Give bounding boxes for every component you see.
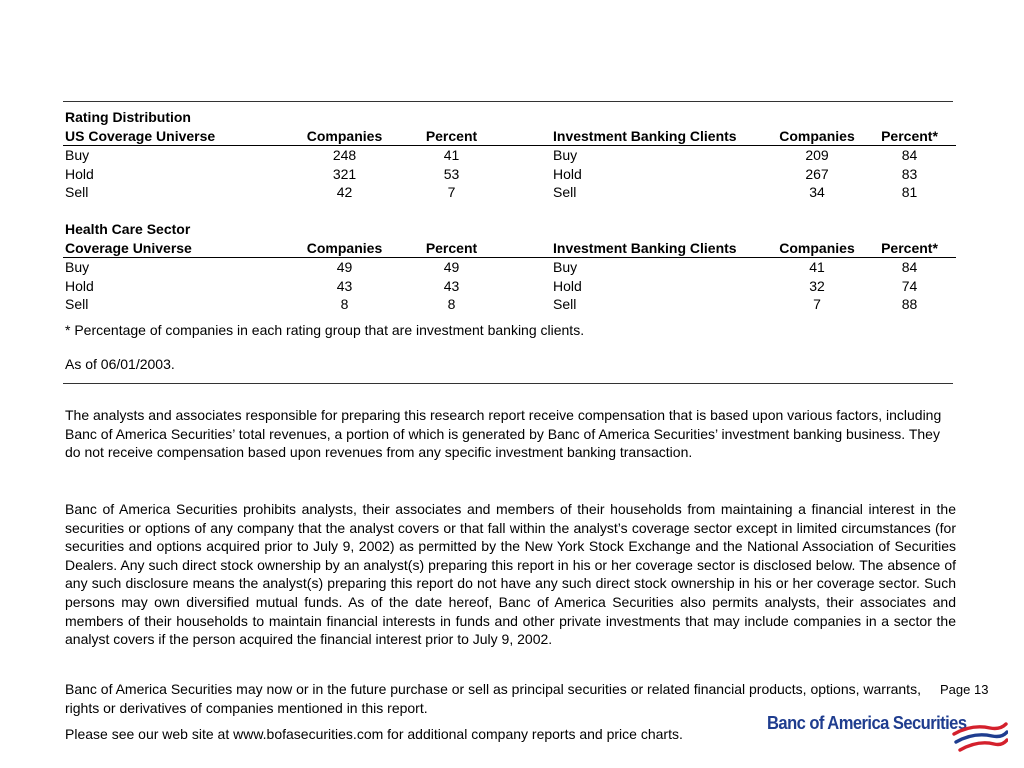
table-cell: Sell	[65, 296, 89, 313]
table-cell: Hold	[65, 277, 94, 294]
table-cell: Buy	[65, 147, 90, 164]
spacer-cell	[508, 127, 551, 146]
table-cell: 34	[809, 184, 825, 201]
table-header-row	[63, 239, 956, 258]
table-cell: Hold	[553, 277, 582, 294]
table-title: Health Care Sector	[65, 221, 191, 237]
table-cell: Hold	[65, 165, 94, 182]
table-row	[63, 258, 956, 277]
table-cell: 7	[813, 296, 821, 313]
table-cell: Sell	[553, 184, 577, 201]
table-cell: 41	[809, 259, 825, 276]
column-header: Companies	[294, 239, 393, 258]
flag-logo-icon	[952, 722, 1008, 752]
table-cell: 8	[340, 296, 349, 313]
table-title-row	[63, 108, 956, 127]
table-cell: 7	[447, 184, 456, 201]
table-cell: 49	[443, 259, 460, 276]
table-cell: 32	[809, 277, 825, 294]
spacer-cell	[508, 183, 551, 202]
column-header: Percent	[393, 127, 508, 146]
table-cell: 81	[901, 184, 918, 201]
table-cell: Sell	[65, 184, 89, 201]
table-cell: 74	[901, 277, 918, 294]
spacer-cell	[508, 165, 551, 184]
column-header: Companies	[771, 127, 861, 146]
ownership-paragraph: Banc of America Securities prohibits analysts, their associates and members of their households from maintaining a financial interest in the securities or options of any company that the analyst covers or that fall within the analyst’s coverage sector except in limited circumstances (for securities and options acquired prior to July 9, 2002) as permitted by the New York Stock Exchange and the National Association of Securities Dealers. Any such direct stock ownership by an analyst(s) preparing this report in his or her coverage sector is disclosed below. The absence of any such disclosure means the analyst(s) preparing this report do not have any such direct stock ownership in his or her coverage sector. Such persons may own diversified mutual funds. As of the date hereof, Banc of America Securities also permits analysts, their associates and members of their households to maintain financial interests in funds and other private investments that may include companies in a sector the analyst covers if the person acquired the financial interest prior to July 9, 2002.	[65, 501, 956, 648]
column-header: Companies	[294, 127, 393, 146]
table-cell: Buy	[553, 259, 578, 276]
spacer-cell	[508, 239, 551, 258]
spacer-cell	[508, 258, 551, 277]
health-care-rating-table	[63, 220, 956, 314]
table-cell: 43	[443, 277, 460, 294]
table-row	[63, 277, 956, 296]
table-cell: Hold	[553, 165, 582, 182]
footnote: * Percentage of companies in each rating group that are investment banking clients.	[65, 322, 585, 338]
section-divider	[63, 383, 953, 384]
website-paragraph: Please see our web site at www.bofasecurities.com for additional company reports and price charts.	[65, 726, 683, 742]
column-header: Coverage Universe	[63, 239, 294, 258]
table-row	[63, 165, 956, 184]
column-header: Percent*	[861, 127, 956, 146]
table-cell: 321	[332, 165, 357, 182]
table-title: Rating Distribution	[65, 109, 191, 125]
table-cell: 42	[336, 184, 353, 201]
table-cell: 88	[901, 296, 918, 313]
table-cell: 84	[901, 147, 918, 164]
column-header: Percent	[393, 239, 508, 258]
column-header: Companies	[771, 239, 861, 258]
us-rating-distribution-table	[63, 108, 956, 202]
table-cell: Buy	[553, 147, 578, 164]
table-cell: Sell	[553, 296, 577, 313]
company-logo-text: Banc of America Securities	[767, 713, 967, 733]
table-cell: 83	[901, 165, 918, 182]
spacer-cell	[508, 146, 551, 165]
table-cell: 41	[443, 147, 460, 164]
table-cell: 248	[332, 147, 357, 164]
as-of-date: As of 06/01/2003.	[65, 356, 175, 372]
table-row	[63, 183, 956, 202]
table-cell: 49	[336, 259, 353, 276]
spacer-cell	[508, 295, 551, 314]
column-header: US Coverage Universe	[63, 127, 294, 146]
principal-trading-paragraph: Banc of America Securities may now or in the future purchase or sell as principal securities or related financial products, options, warrants, rights or derivatives of companies mentioned in this report.	[65, 681, 921, 716]
table-cell: 53	[443, 165, 460, 182]
column-header: Investment Banking Clients	[551, 127, 771, 146]
table-row	[63, 295, 956, 314]
column-header: Percent*	[861, 239, 956, 258]
flag-stripes	[954, 724, 1007, 750]
table-cell: 8	[447, 296, 456, 313]
table-cell: Buy	[65, 259, 90, 276]
table-row	[63, 146, 956, 165]
table-header-row	[63, 127, 956, 146]
table-cell: 84	[901, 259, 918, 276]
table-title-row	[63, 220, 956, 239]
column-header: Investment Banking Clients	[551, 239, 771, 258]
page-number: Page 13	[940, 682, 989, 697]
spacer-cell	[508, 277, 551, 296]
top-divider	[63, 101, 953, 102]
table-cell: 43	[336, 277, 353, 294]
compensation-paragraph: The analysts and associates responsible for preparing this research report receive compensation that is based upon various factors, including Banc of America Securities’ total revenues, a portion of which is generated by Banc of America Securities’ investment banking business. They do not receive compensation based upon revenues from any specific investment banking transaction.	[65, 407, 942, 461]
table-cell: 209	[805, 147, 829, 164]
table-cell: 267	[805, 165, 829, 182]
